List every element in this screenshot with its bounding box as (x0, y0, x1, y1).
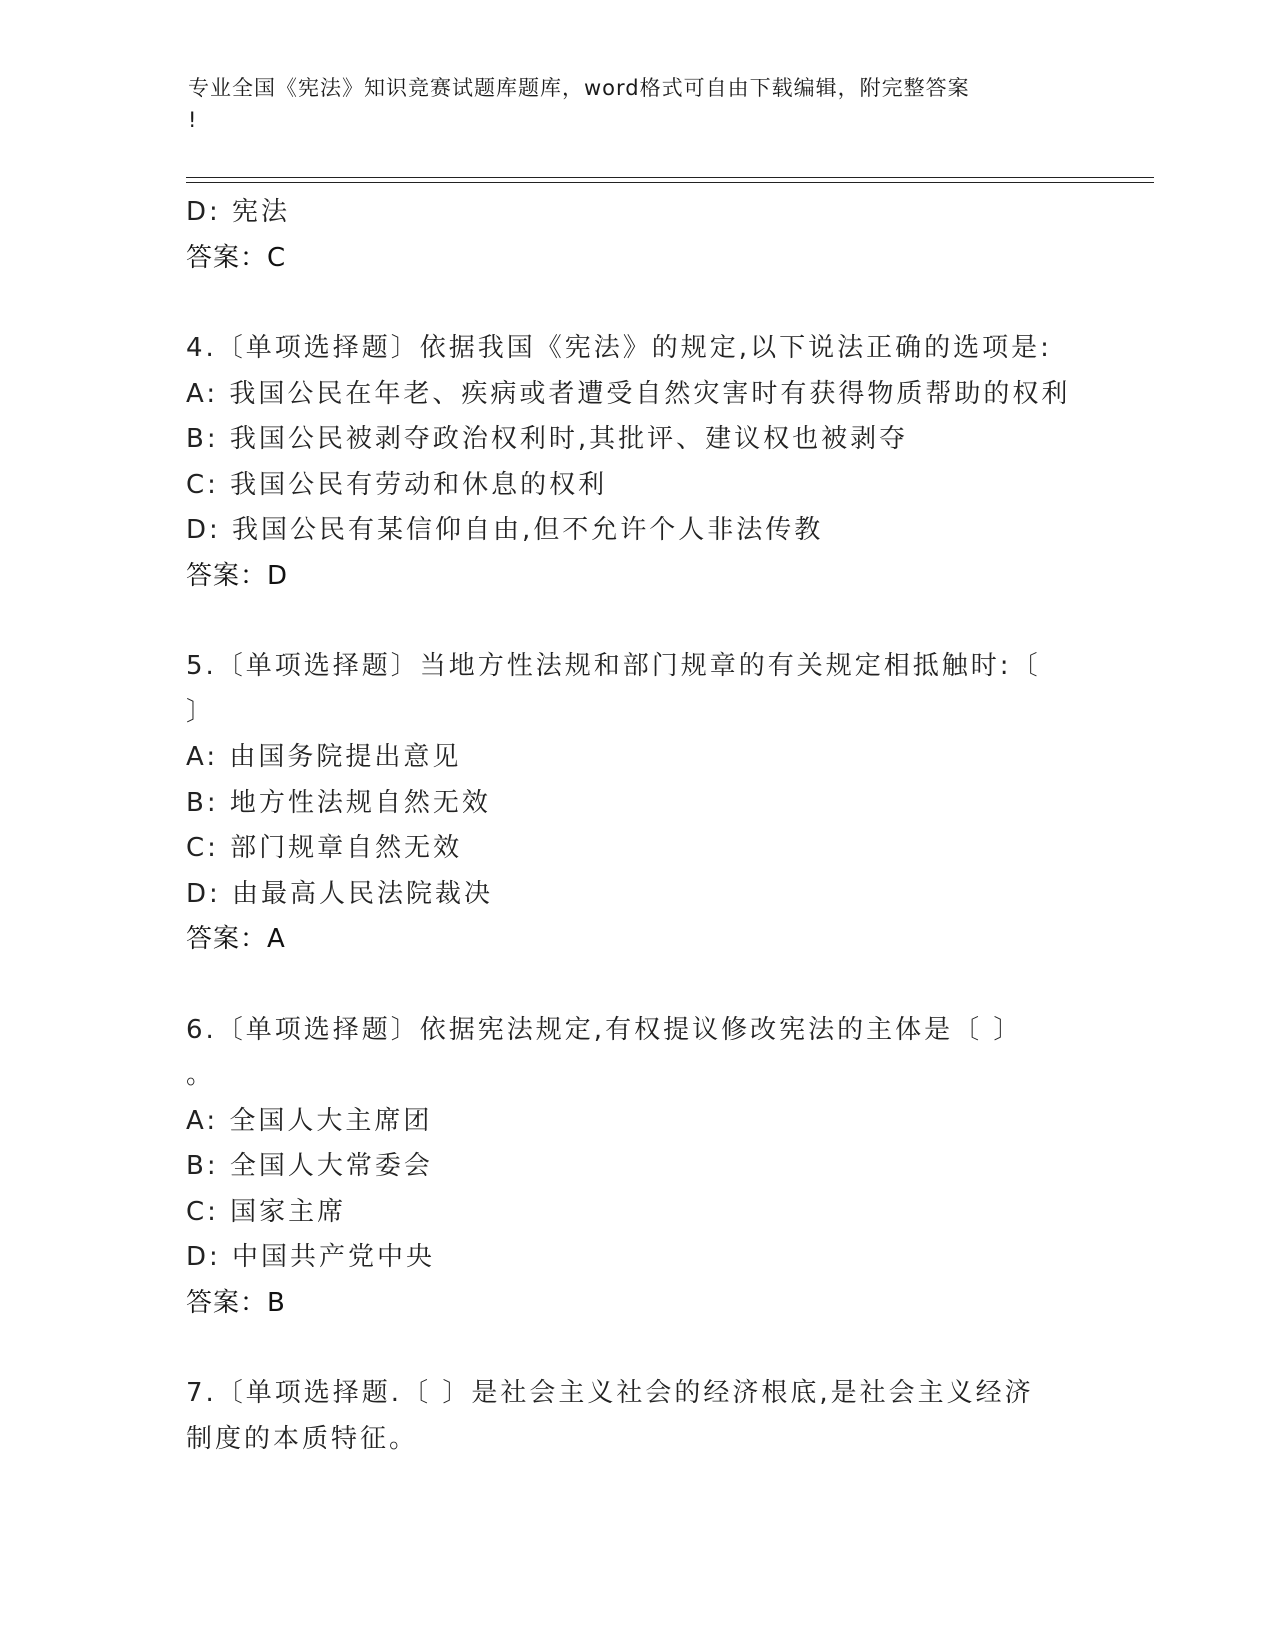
question-block-7 (186, 1371, 1086, 1462)
answer-label: 答案：D (186, 560, 289, 591)
question-stem-continuation: 〕 (186, 696, 216, 727)
option-c: C: 部门规章自然无效 (186, 833, 463, 863)
option-b: B: 全国人大常委会 (186, 1151, 433, 1181)
option-a: A: 由国务院提出意见 (186, 742, 462, 772)
question-stem: 4.〔单项选择题〕依据我国《宪法》的规定,以下说法正确的选项是: (186, 333, 1052, 363)
option-a: A: 我国公民在年老、疾病或者遭受自然灾害时有获得物质帮助的权利 (186, 378, 1071, 409)
question-block-3 (186, 190, 1086, 281)
option-d: D: 中国共产党中央 (186, 1242, 436, 1272)
option-d: D: 我国公民有某信仰自由,但不允许个人非法传教 (186, 515, 824, 545)
question-stem-continuation: 制度的本质特征。 (186, 1423, 419, 1454)
header-title-continuation: ! (188, 108, 198, 132)
question-block-4 (186, 326, 1086, 599)
question-stem: 5.〔单项选择题〕当地方性法规和部门规章的有关规定相抵触时:〔 (186, 651, 1041, 681)
option-c: C: 国家主席 (186, 1196, 347, 1227)
question-stem-continuation: 。 (186, 1060, 216, 1090)
header-divider-top (186, 177, 1154, 178)
option-b: B: 我国公民被剥夺政治权利时,其批评、建议权也被剥夺 (186, 424, 909, 454)
question-stem: 6.〔单项选择题〕依据宪法规定,有权提议修改宪法的主体是〔 〕 (186, 1014, 1023, 1045)
question-stem: 7.〔单项选择题.〔 〕是社会主义社会的经济根底,是社会主义经济 (186, 1378, 1034, 1408)
header-divider-bottom (186, 182, 1154, 183)
option-b: B: 地方性法规自然无效 (186, 787, 491, 818)
option-c: C: 我国公民有劳动和休息的权利 (186, 469, 608, 500)
answer-label: 答案：C (186, 242, 287, 273)
option-d: D: 由最高人民法院裁决 (186, 878, 494, 909)
document-header (188, 72, 1068, 136)
answer-label: 答案：A (186, 924, 286, 954)
question-block-5 (186, 644, 1086, 963)
option-a: A: 全国人大主席团 (186, 1105, 433, 1136)
option-d: D: 宪法 (186, 197, 291, 227)
question-list (186, 190, 1086, 1462)
answer-label: 答案：B (186, 1287, 286, 1318)
header-title: 专业全国《宪法》知识竞赛试题库题库，word格式可自由下载编辑，附完整答案 (188, 76, 970, 100)
question-block-6 (186, 1008, 1086, 1327)
